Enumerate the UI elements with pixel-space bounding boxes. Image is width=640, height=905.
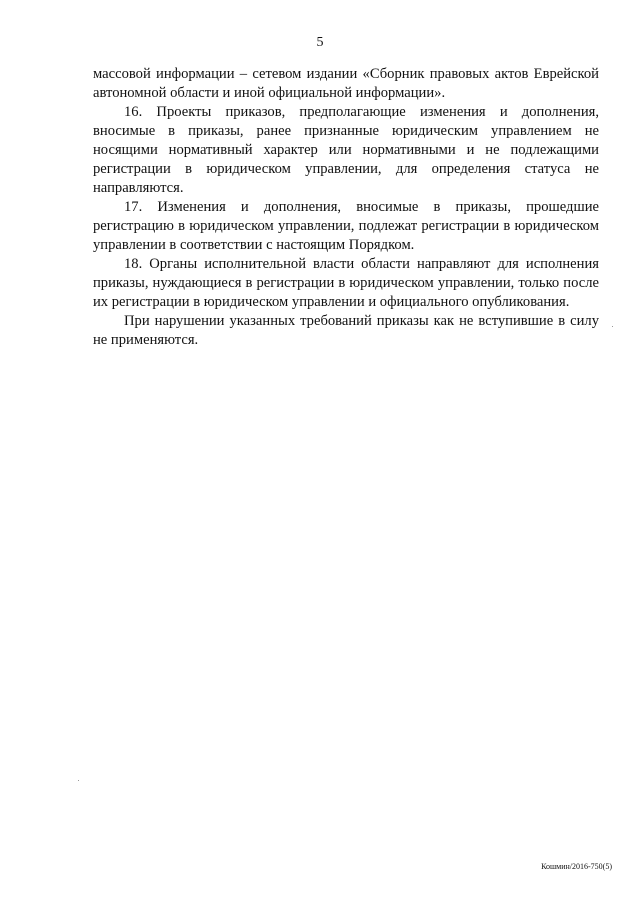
paragraph-17: 17. Изменения и дополнения, вносимые в приказы, прошедшие регистрацию в юридическом управлении, подлежат регистрации в юридическом управлении в соответствии с настоящим Порядком. (93, 199, 599, 253)
document-footer-code: Кошмин/2016-750(5) (541, 862, 612, 871)
paragraph-18: 18. Органы исполнительной власти области направляют для исполнения приказы, нуждающиеся в регистрации в юридическом управлении, только после их регистрации в юридическом управлении и официального опубликования. (93, 256, 599, 310)
paragraph-16: 16. Проекты приказов, предполагающие изменения и дополнения, вносимые в приказы, ранее признанные юридическим управлением не носящими нормативный характер или нормативными и не подлежащими регистрации в юридическом управлении, для определения статуса не направляются. (93, 104, 599, 196)
page-number: 5 (316, 35, 324, 50)
scan-speck (612, 326, 613, 327)
document-body (93, 65, 599, 350)
scan-speck (78, 780, 79, 781)
paragraph-violation-note: При нарушении указанных требований приказы как не вступившие в силу не применяются. (93, 313, 599, 348)
paragraph-continuation: массовой информации – сетевом издании «Сборник правовых актов Еврейской автономной области и иной официальной информации». (93, 66, 599, 101)
